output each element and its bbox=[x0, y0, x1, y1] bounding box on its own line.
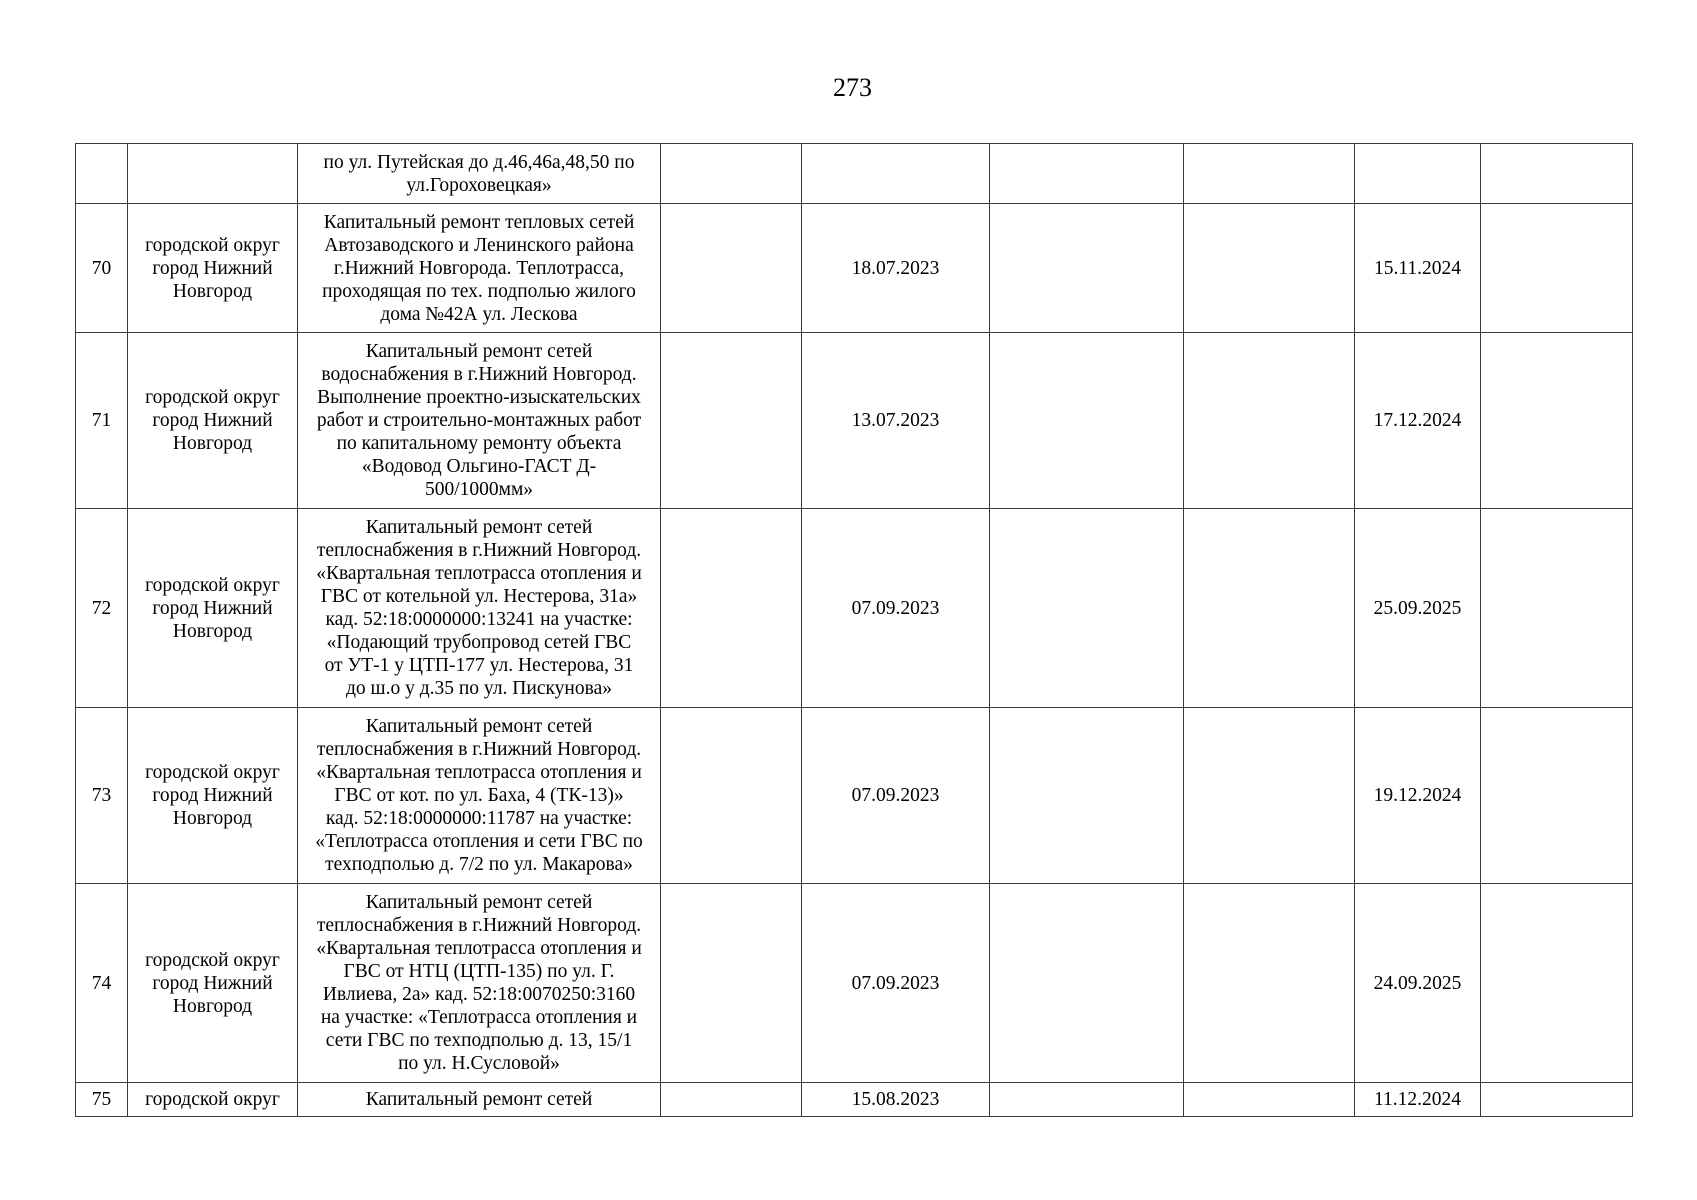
empty-cell bbox=[1184, 708, 1355, 884]
district-cell bbox=[128, 1083, 298, 1117]
start-date-cell-text: 07.09.2023 bbox=[851, 972, 940, 994]
start-date-cell-text: 18.07.2023 bbox=[851, 257, 940, 279]
end-date-cell bbox=[1355, 1083, 1481, 1117]
description-cell-text: Капитальный ремонт сетей теплоснабжения в г.Нижний Новгород. «Квартальная теплотрасса отопления и ГВС от котельной ул. Нестерова, 31а» кад. 52:18:0000000:13241 на участке: «Подающий трубопровод сетей ГВС от УТ-1 у ЦТП-177 ул. Нестерова, 31 до ш.о у д.35 по ул. Пискунова» bbox=[316, 517, 642, 699]
description-cell bbox=[298, 509, 661, 708]
table-row bbox=[76, 884, 1633, 1083]
start-date-cell bbox=[802, 204, 990, 333]
district-cell-text: городской округ город Нижний Новгород bbox=[145, 574, 280, 642]
start-date-cell-text: 13.07.2023 bbox=[851, 410, 940, 431]
empty-cell bbox=[1481, 144, 1633, 204]
district-cell-text: городской округ город Нижний Новгород bbox=[145, 762, 280, 829]
row-number-cell bbox=[76, 1083, 128, 1117]
end-date-cell bbox=[1355, 204, 1481, 333]
description-cell bbox=[298, 708, 661, 884]
empty-cell bbox=[1481, 204, 1633, 333]
empty-cell bbox=[1184, 144, 1355, 204]
end-date-cell-text: 19.12.2024 bbox=[1373, 785, 1462, 806]
end-date-cell-text: 24.09.2025 bbox=[1373, 972, 1462, 994]
table-body bbox=[76, 144, 1633, 1117]
empty-cell bbox=[1481, 333, 1633, 509]
table-row bbox=[76, 509, 1633, 708]
empty-cell bbox=[661, 204, 802, 333]
table-row bbox=[76, 144, 1633, 204]
end-date-cell-text: 11.12.2024 bbox=[1373, 1089, 1462, 1110]
empty-cell bbox=[990, 144, 1184, 204]
description-cell-text: Капитальный ремонт сетей bbox=[365, 1089, 593, 1110]
works-table bbox=[75, 143, 1633, 1117]
description-cell bbox=[298, 1083, 661, 1117]
row-number-cell bbox=[76, 144, 128, 204]
table-row bbox=[76, 708, 1633, 884]
end-date-cell-text: 15.11.2024 bbox=[1373, 257, 1462, 279]
start-date-cell bbox=[802, 1083, 990, 1117]
empty-cell bbox=[1184, 333, 1355, 509]
page-number: 273 bbox=[833, 73, 872, 102]
description-cell bbox=[298, 204, 661, 333]
empty-cell bbox=[990, 884, 1184, 1083]
description-cell bbox=[298, 333, 661, 509]
start-date-cell-text: 15.08.2023 bbox=[851, 1089, 940, 1110]
table-row bbox=[76, 204, 1633, 333]
start-date-cell bbox=[802, 333, 990, 509]
end-date-cell bbox=[1355, 509, 1481, 708]
empty-cell bbox=[990, 509, 1184, 708]
end-date-cell bbox=[1355, 884, 1481, 1083]
empty-cell bbox=[1184, 1083, 1355, 1117]
row-number-cell bbox=[76, 708, 128, 884]
start-date-cell bbox=[802, 708, 990, 884]
row-number-cell-text: 71 bbox=[91, 410, 112, 431]
empty-cell bbox=[990, 1083, 1184, 1117]
description-cell bbox=[298, 144, 661, 204]
end-date-cell bbox=[1355, 333, 1481, 509]
description-cell-text: по ул. Путейская до д.46,46а,48,50 по ул.Гороховецкая» bbox=[323, 151, 635, 196]
district-cell-text: городской округ город Нижний Новгород bbox=[145, 949, 280, 1017]
empty-cell bbox=[1184, 884, 1355, 1083]
empty-cell bbox=[661, 144, 802, 204]
start-date-cell bbox=[802, 144, 990, 204]
empty-cell bbox=[1481, 509, 1633, 708]
row-number-cell bbox=[76, 509, 128, 708]
start-date-cell bbox=[802, 509, 990, 708]
table-row bbox=[76, 333, 1633, 509]
end-date-cell bbox=[1355, 144, 1481, 204]
description-cell-text: Капитальный ремонт сетей водоснабжения в г.Нижний Новгород. Выполнение проектно-изыскательских работ и строительно-монтажных работ по капитальному ремонту объекта «Водовод Ольгино-ГАСТ Д- 500/1000мм» bbox=[316, 341, 642, 500]
row-number-cell-text: 73 bbox=[91, 785, 112, 806]
end-date-cell-text: 17.12.2024 bbox=[1373, 410, 1462, 431]
row-number-cell-text: 75 bbox=[91, 1089, 112, 1110]
empty-cell bbox=[1481, 1083, 1633, 1117]
district-cell bbox=[128, 509, 298, 708]
end-date-cell bbox=[1355, 708, 1481, 884]
district-cell bbox=[128, 333, 298, 509]
row-number-cell bbox=[76, 204, 128, 333]
row-number-cell bbox=[76, 333, 128, 509]
empty-cell bbox=[1184, 509, 1355, 708]
empty-cell bbox=[661, 1083, 802, 1117]
description-cell bbox=[298, 884, 661, 1083]
district-cell bbox=[128, 884, 298, 1083]
empty-cell bbox=[990, 708, 1184, 884]
description-cell-text: Капитальный ремонт тепловых сетей Автозаводского и Ленинского района г.Нижний Новгорода. Теплотрасса, проходящая по тех. подполью жилого дома №42А ул. Лескова bbox=[322, 211, 636, 325]
district-cell-text: городской округ город Нижний Новгород bbox=[145, 234, 280, 302]
empty-cell bbox=[1481, 884, 1633, 1083]
description-cell-text: Капитальный ремонт сетей теплоснабжения в г.Нижний Новгород. «Квартальная теплотрасса отопления и ГВС от кот. по ул. Баха, 4 (ТК-13)» кад. 52:18:0000000:11787 на участке: «Теплотрасса отопления и сети ГВС по техподполью д. 7/2 по ул. Макарова» bbox=[315, 716, 643, 875]
start-date-cell-text: 07.09.2023 bbox=[851, 785, 940, 806]
district-cell bbox=[128, 204, 298, 333]
table-row bbox=[76, 1083, 1633, 1117]
description-cell-text: Капитальный ремонт сетей теплоснабжения в г.Нижний Новгород. «Квартальная теплотрасса отопления и ГВС от НТЦ (ЦТП-135) по ул. Г. Ивлиева, 2а» кад. 52:18:0070250:3160 на участке: «Теплотрасса отопления и сети ГВС по техподполью д. 13, 15/1 по ул. Н.Сусловой» bbox=[316, 892, 642, 1074]
empty-cell bbox=[990, 333, 1184, 509]
district-cell-text: городской округ город Нижний Новгород bbox=[145, 387, 280, 454]
start-date-cell bbox=[802, 884, 990, 1083]
empty-cell bbox=[661, 884, 802, 1083]
empty-cell bbox=[990, 204, 1184, 333]
empty-cell bbox=[661, 509, 802, 708]
district-cell bbox=[128, 144, 298, 204]
end-date-cell-text: 25.09.2025 bbox=[1373, 597, 1462, 619]
empty-cell bbox=[661, 333, 802, 509]
empty-cell bbox=[661, 708, 802, 884]
empty-cell bbox=[1184, 204, 1355, 333]
row-number-cell-text: 70 bbox=[91, 257, 112, 279]
row-number-cell-text: 72 bbox=[91, 597, 112, 619]
row-number-cell-text: 74 bbox=[91, 972, 112, 994]
row-number-cell bbox=[76, 884, 128, 1083]
start-date-cell-text: 07.09.2023 bbox=[851, 597, 940, 619]
district-cell bbox=[128, 708, 298, 884]
empty-cell bbox=[1481, 708, 1633, 884]
district-cell-text: городской округ bbox=[145, 1089, 280, 1110]
